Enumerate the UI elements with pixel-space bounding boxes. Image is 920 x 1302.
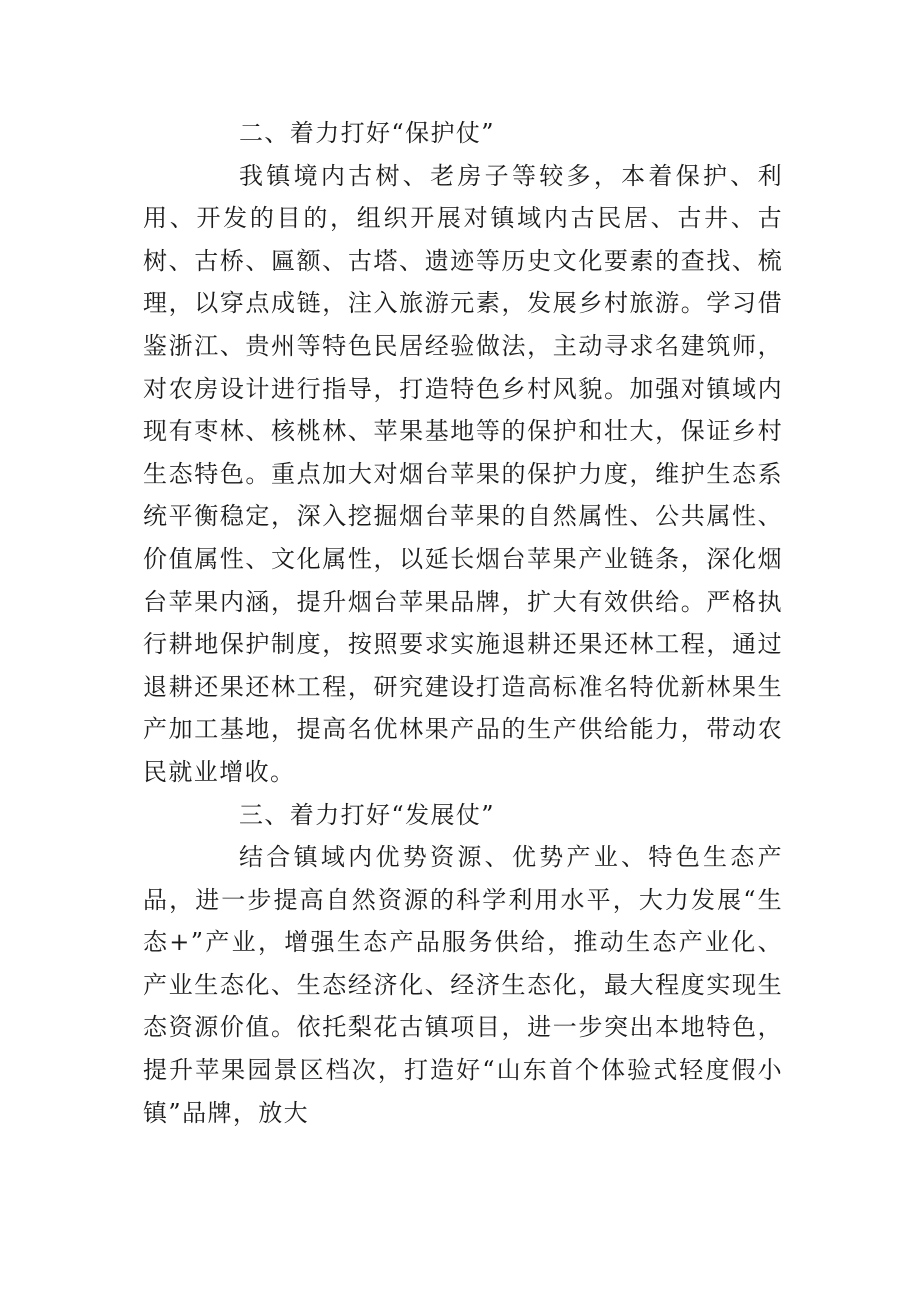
document-body <box>143 112 783 1134</box>
section-paragraph-development: 结合镇域内优势资源、优势产业、特色生态产品，进一步提高自然资源的科学利用水平，大力发展“生态+”产业，增强生态产品服务供给，推动生态产业化、产业生态化、生态经济化、经济生态化，最大程度实现生态资源价值。依托梨花古镇项目，进一步突出本地特色，提升苹果园景区档次，打造好“山东首个体验式轻度假小镇”品牌，放大 <box>143 843 783 1127</box>
section-paragraph-protection: 我镇境内古树、老房子等较多，本着保护、利用、开发的目的，组织开展对镇域内古民居、古井、古树、古桥、匾额、古塔、遗迹等历史文化要素的查找、梳理，以穿点成链，注入旅游元素，发展乡村旅游。学习借鉴浙江、贵州等特色民居经验做法，主动寻求名建筑师，对农房设计进行指导，打造特色乡村风貌。加强对镇域内现有枣林、核桃林、苹果基地等的保护和壮大，保证乡村生态特色。重点加大对烟台苹果的保护力度，维护生态系统平衡稳定，深入挖掘烟台苹果的自然属性、公共属性、价值属性、文化属性，以延长烟台苹果产业链条，深化烟台苹果内涵，提升烟台苹果品牌，扩大有效供给。严格执行耕地保护制度，按照要求实施退耕还果还林工程，通过退耕还果还林工程，研究建设打造高标准名特优新林果生产加工基地，提高名优林果产品的生产供给能力，带动农民就业增收。 <box>143 161 783 786</box>
section-heading-development: 三、着力打好“发展仗” <box>239 800 495 829</box>
section-heading-protection: 二、着力打好“保护仗” <box>239 119 495 147</box>
